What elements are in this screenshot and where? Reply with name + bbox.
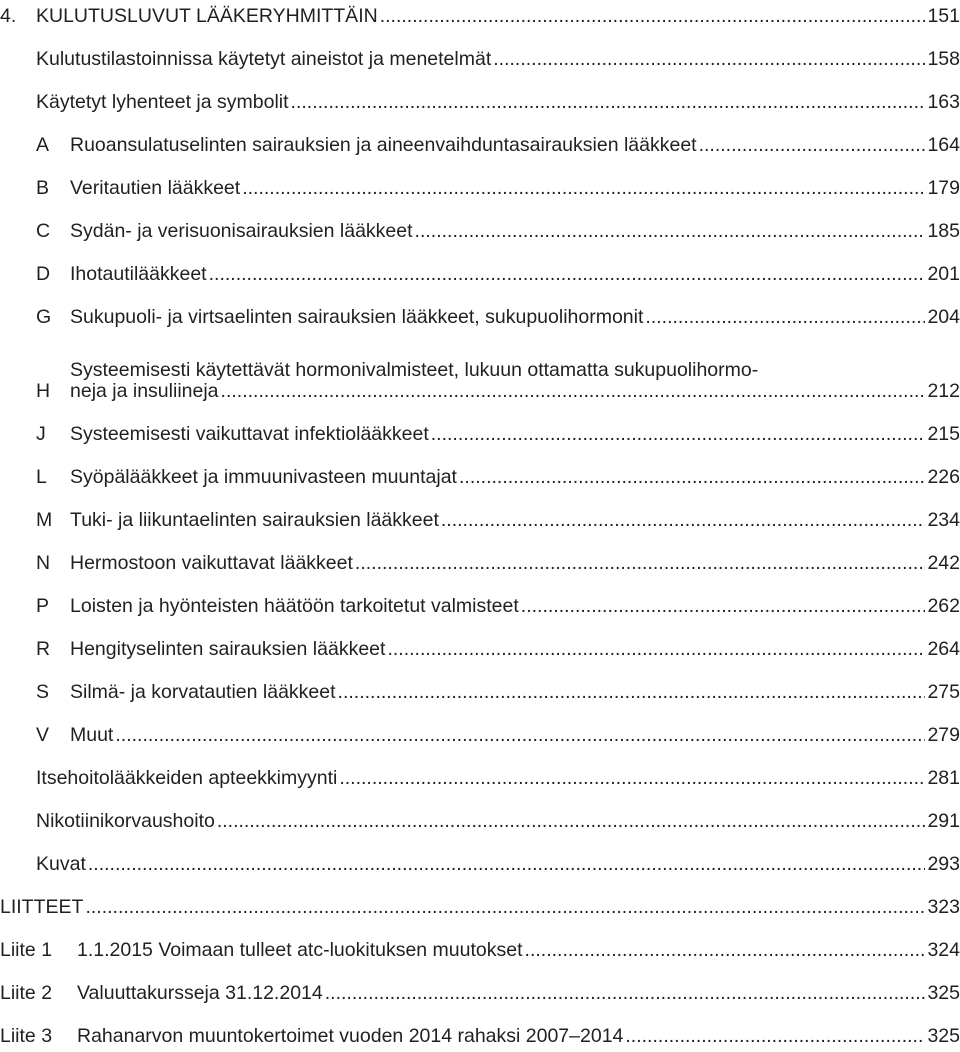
dot-leader (441, 507, 926, 533)
toc-entry-title: KULUTUSLUVUT LÄÄKERYHMITTÄIN (36, 5, 378, 27)
toc-entry (0, 46, 960, 72)
toc-entry-title: neja ja insuliineja (70, 380, 219, 402)
toc-entry-code: Liite 1 (0, 939, 53, 961)
toc-entry-title: Itsehoitolääkkeiden apteekkimyynti (36, 767, 338, 789)
toc-entry (0, 550, 960, 576)
toc-entry-page-number: 164 (927, 134, 960, 156)
dot-leader (339, 765, 925, 791)
toc-entry-code: S (36, 681, 50, 703)
toc-entry (0, 593, 960, 619)
toc-entry-title: Valuuttakursseja 31.12.2014 (77, 982, 323, 1004)
dot-leader (493, 46, 925, 72)
dot-leader (291, 89, 926, 115)
toc-entry-code: G (36, 306, 52, 328)
toc-entry (0, 894, 960, 920)
toc-entry-page-number: 275 (927, 681, 960, 703)
toc-entry (0, 808, 960, 834)
toc-entry (0, 1023, 960, 1049)
toc-entry (0, 3, 960, 29)
toc-entry (0, 980, 960, 1006)
toc-entry-code: L (36, 466, 47, 488)
toc-entry (0, 89, 960, 115)
toc-entry-code: 4. (0, 5, 17, 27)
toc-entry-code: B (36, 177, 50, 199)
toc-entry-page-number: 262 (927, 595, 960, 617)
dot-leader (525, 937, 926, 963)
toc-entry (0, 175, 960, 201)
toc-entry-title: LIITTEET (0, 896, 84, 918)
toc-entry-title: Syöpälääkkeet ja immuunivasteen muuntajat (70, 466, 457, 488)
toc-entry-page-number: 293 (927, 853, 960, 875)
dot-leader (625, 1023, 925, 1049)
dot-leader (645, 304, 925, 330)
toc-entry (0, 851, 960, 877)
toc-entry (0, 132, 960, 158)
toc-entry-title: Hengityselinten sairauksien lääkkeet (70, 638, 386, 660)
toc-entry-code: J (36, 423, 46, 445)
toc-entry-page-number: 163 (927, 91, 960, 113)
toc-entry-page-number: 264 (927, 638, 960, 660)
toc-entry (0, 464, 960, 490)
toc-entry-title: 1.1.2015 Voimaan tulleet atc-luokituksen muutokset (77, 939, 523, 961)
toc-entry-page-number: 324 (927, 939, 960, 961)
toc-entry-page-number: 201 (927, 263, 960, 285)
toc-entry-title: Muut (70, 724, 114, 746)
toc-entry-page-number: 158 (927, 48, 960, 70)
dot-leader (459, 464, 925, 490)
dot-leader (380, 3, 926, 29)
toc-entry-title: Systeemisesti vaikuttavat infektiolääkkeet (70, 423, 429, 445)
toc-entry-code: R (36, 638, 51, 660)
dot-leader (431, 421, 926, 447)
dot-leader (88, 851, 926, 877)
dot-leader (217, 808, 926, 834)
toc-entry (0, 937, 960, 963)
toc-entry-page-number: 242 (927, 552, 960, 574)
toc-entry-code: V (36, 724, 50, 746)
toc-entry-code: N (36, 552, 51, 574)
toc-entry-title: Hermostoon vaikuttavat lääkkeet (70, 552, 353, 574)
toc-entry-title: Ihotautilääkkeet (70, 263, 207, 285)
toc-entry-page-number: 323 (927, 896, 960, 918)
toc-entry-code: D (36, 263, 51, 285)
toc-entry (0, 765, 960, 791)
toc-entry-title: Käytetyt lyhenteet ja symbolit (36, 91, 289, 113)
toc-entry-title: Veritautien lääkkeet (70, 177, 241, 199)
toc-entry-page-number: 185 (927, 220, 960, 242)
dot-leader (355, 550, 926, 576)
dot-leader (209, 261, 926, 287)
toc-entry-page-number: 212 (927, 380, 960, 402)
toc-entry (0, 359, 960, 404)
toc-entry (0, 722, 960, 748)
dot-leader (85, 894, 925, 920)
toc-entry-page-number: 215 (927, 423, 960, 445)
dot-leader (387, 636, 925, 662)
dot-leader (415, 218, 926, 244)
dot-leader (699, 132, 926, 158)
toc-entry (0, 636, 960, 662)
toc-entry-page-number: 279 (927, 724, 960, 746)
dot-leader (521, 593, 926, 619)
toc-entry-page-number: 325 (927, 982, 960, 1004)
toc-entry-page-number: 226 (927, 466, 960, 488)
dot-leader (338, 679, 926, 705)
toc-entry-code: P (36, 595, 50, 617)
toc-entry (0, 261, 960, 287)
toc-entry-page-number: 281 (927, 767, 960, 789)
dot-leader (325, 980, 926, 1006)
toc-entry-title: Kulutustilastoinnissa käytetyt aineistot ja menetelmät (36, 48, 492, 70)
toc-entry (0, 304, 960, 330)
toc-entry-title: Sydän- ja verisuonisairauksien lääkkeet (70, 220, 413, 242)
toc-entry-title: Ruoansulatuselinten sairauksien ja aineenvaihduntasairauksien lääkkeet (70, 134, 697, 156)
toc-entry-page-number: 151 (927, 5, 960, 27)
toc-entry-title-line1: Systeemisesti käytettävät hormonivalmisteet, lukuun ottamatta sukupuolihormo- (70, 359, 759, 381)
toc-entry-code: Liite 3 (0, 1025, 53, 1047)
toc-entry-page-number: 325 (927, 1025, 960, 1047)
toc-entry-page-number: 291 (927, 810, 960, 832)
dot-leader (221, 378, 926, 404)
toc-entry-page-number: 179 (927, 177, 960, 199)
toc-entry-code: Liite 2 (0, 982, 53, 1004)
toc-entry-code: M (36, 509, 53, 531)
toc-entry (0, 507, 960, 533)
toc-entry (0, 218, 960, 244)
toc-entry-code: C (36, 220, 51, 242)
toc-entry-page-number: 204 (927, 306, 960, 328)
toc-entry-title: Tuki- ja liikuntaelinten sairauksien lääkkeet (70, 509, 439, 531)
toc-entry-code: H (36, 380, 51, 402)
toc-entry-page-number: 234 (927, 509, 960, 531)
toc-entry-title: Nikotiinikorvaushoito (36, 810, 215, 832)
toc-entry-title: Sukupuoli- ja virtsaelinten sairauksien lääkkeet, sukupuolihormonit (70, 306, 644, 328)
toc-entry-title: Silmä- ja korvatautien lääkkeet (70, 681, 336, 703)
toc-entry-title: Rahanarvon muuntokertoimet vuoden 2014 rahaksi 2007–2014 (77, 1025, 624, 1047)
dot-leader (115, 722, 925, 748)
toc-entry-title: Kuvat (36, 853, 86, 875)
toc-entry-title: Loisten ja hyönteisten häätöön tarkoitetut valmisteet (70, 595, 519, 617)
dot-leader (242, 175, 925, 201)
toc-entry-code: A (36, 134, 50, 156)
toc-entry (0, 421, 960, 447)
toc-entry (0, 679, 960, 705)
